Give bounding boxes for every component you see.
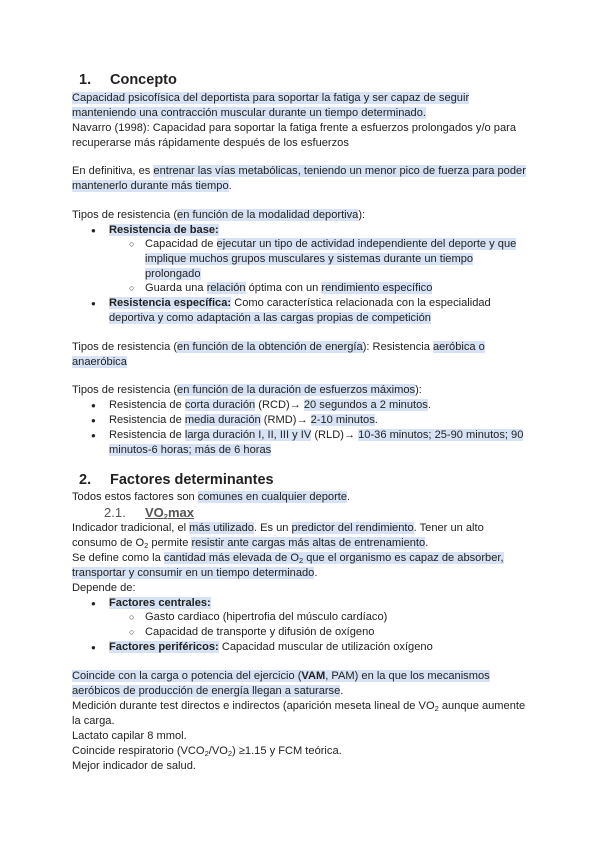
bullet-dot: ● bbox=[91, 643, 96, 652]
navarro-line-2: recuperarse más rápidamente después de los esfuerzos bbox=[72, 137, 349, 149]
indicador-line: Indicador tradicional, el más utilizado. Es un predictor del rendimiento. Tener un alto bbox=[72, 522, 484, 534]
factores-centrales-label: Factores centrales: bbox=[109, 597, 211, 609]
tipos-energia-line-1: Tipos de resistencia (en función de la obtención de energía): Resistencia aeróbica o bbox=[72, 341, 485, 353]
circle-bullet: ○ bbox=[129, 612, 135, 622]
medicion-line-1: Medición durante test directos e indirectos (aparición meseta lineal de $VO_2$ aunque aumente bbox=[72, 700, 526, 713]
circle-bullet: ○ bbox=[129, 627, 135, 637]
definition2-line-2: mantenerlo durante más tiempo. bbox=[72, 180, 232, 192]
definition-line-1: Capacidad psicofísica del deportista para soportar la fatiga y ser capaz de seguir bbox=[72, 92, 470, 104]
factores-intro: Todos estos factores son comunes en cualquier deporte. bbox=[72, 491, 351, 503]
base-sub2: Guarda una relación óptima con un rendimiento específico bbox=[145, 282, 433, 294]
definition-line-2: manteniendo una contracción muscular durante un tiempo determinado. bbox=[72, 107, 426, 119]
rcd-item: Resistencia de corta duración (RCD)→ 20 segundos a 2 minutos. bbox=[109, 399, 431, 411]
central-item-2: Capacidad de transporte y difusión de oxígeno bbox=[145, 626, 375, 638]
section-1-title: Concepto bbox=[110, 72, 177, 88]
definition2-line-1: En definitiva, es entrenar las vías metabólicas, teniendo un menor pico de fuerza para poder bbox=[72, 165, 526, 177]
medicion-line-2: la carga. bbox=[72, 715, 115, 727]
section-2-title: Factores determinantes bbox=[110, 472, 274, 488]
coincide-line-2: aeróbicos de producción de energía llegan a saturarse. bbox=[72, 685, 344, 697]
section-1-heading bbox=[79, 71, 177, 89]
tipos-modalidad: Tipos de resistencia (en función de la modalidad deportiva): bbox=[72, 209, 366, 221]
bullet-dot: ● bbox=[91, 226, 96, 235]
tipos-duracion: Tipos de resistencia (en función de la duración de esfuerzos máximos): bbox=[72, 384, 422, 396]
rmd-item: Resistencia de media duración (RMD)→ 2-10 minutos. bbox=[109, 414, 378, 426]
subsection-vo2max-heading bbox=[104, 504, 194, 521]
lactato-line: Lactato capilar 8 mmol. bbox=[72, 730, 187, 742]
bullet-dot: ● bbox=[91, 416, 96, 425]
central-item-1: Gasto cardiaco (hipertrofia del músculo cardíaco) bbox=[145, 611, 388, 623]
section-2-number: 2. bbox=[79, 472, 92, 488]
section-1-number: 1. bbox=[79, 72, 92, 88]
define-line-1: Se define como la cantidad más elevada de $O_2$ que el organismo es capaz de absorber, bbox=[72, 552, 504, 565]
circle-bullet: ○ bbox=[129, 283, 135, 293]
respiratorio-line: Coincide respiratorio $(VCO_2/VO_2) \ge 1.15$ y FCM teórica. bbox=[72, 745, 342, 758]
resistencia-especifica-line-2: deportiva y como adaptación a las cargas propias de competición bbox=[109, 312, 431, 324]
base-sub1-line-2: implique muchos grupos musculares y sistemas durante un tiempo bbox=[145, 253, 474, 265]
factores-perifericos: Factores periféricos: Capacidad muscular de utilización oxígeno bbox=[109, 641, 433, 653]
base-sub1-line-1: Capacidad de ejecutar un tipo de actividad independiente del deporte y que bbox=[145, 238, 517, 250]
mejor-indicador-line: Mejor indicador de salud. bbox=[72, 760, 196, 772]
define-line-2: transportar y consumir en un tiempo determinado. bbox=[72, 567, 318, 579]
depende-de: Depende de: bbox=[72, 582, 136, 594]
resistencia-especifica-line-1: Resistencia específica: Como característica relacionada con la especialidad bbox=[109, 297, 491, 309]
consumo-line: consumo de $O_2$ permite resistir ante cargas más altas de entrenamiento. bbox=[72, 537, 429, 550]
bullet-dot: ● bbox=[91, 431, 96, 440]
tipos-energia-line-2: anaeróbica bbox=[72, 356, 127, 368]
navarro-line-1: Navarro (1998): Capacidad para soportar la fatiga frente a esfuerzos prolongados y/o para bbox=[72, 122, 517, 134]
circle-bullet: ○ bbox=[129, 239, 135, 249]
bullet-dot: ● bbox=[91, 401, 96, 410]
base-sub1-line-3: prolongado bbox=[145, 268, 201, 280]
subsection-number: 2.1. bbox=[104, 505, 126, 520]
bullet-dot: ● bbox=[91, 599, 96, 608]
rld-item-line-1: Resistencia de larga duración I, II, III y IV (RLD)→ 10-36 minutos; 25-90 minutos; 90 bbox=[109, 429, 524, 441]
resistencia-base-label: Resistencia de base: bbox=[109, 224, 219, 236]
coincide-line-1: Coincide con la carga o potencia del ejercicio (VAM, PAM) en la que los mecanismos bbox=[72, 670, 490, 682]
subsection-title: $VO_2\max$ bbox=[145, 505, 194, 521]
rld-item-line-2: minutos-6 horas; más de 6 horas bbox=[109, 444, 272, 456]
section-2-heading bbox=[79, 471, 274, 489]
bullet-dot: ● bbox=[91, 299, 96, 308]
